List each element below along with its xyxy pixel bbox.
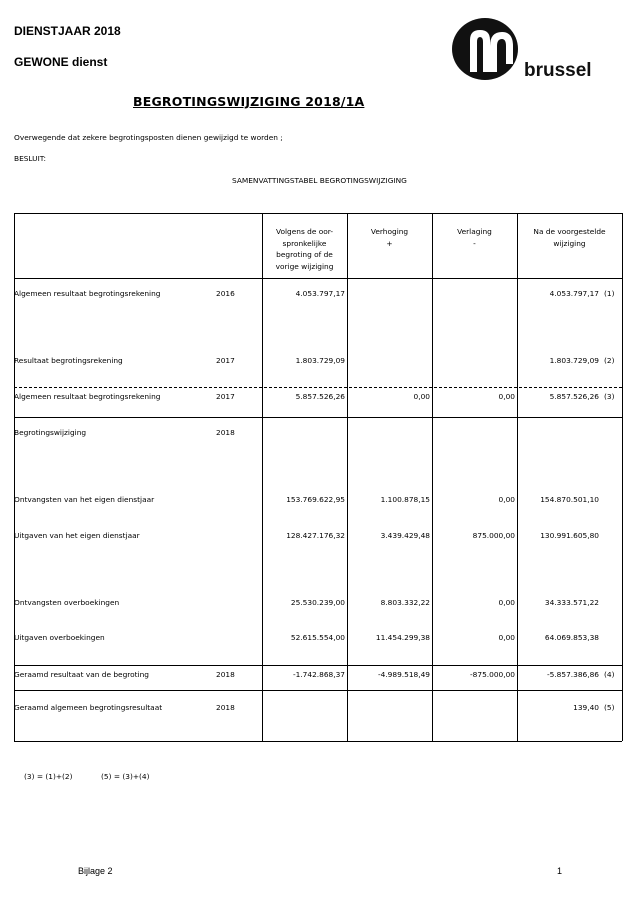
col-header-increase: Verhoging + [370, 227, 409, 248]
footer-annex: Bijlage 2 [78, 866, 113, 876]
page-number: 1 [557, 866, 563, 876]
fiscal-year: DIENSTJAAR 2018 [14, 24, 121, 38]
brussels-logo [450, 16, 600, 86]
col-header-original: Volgens de oor- spronkelijke begroting of de vorige wijziging [275, 227, 334, 271]
col-header-proposed: Na de voorgestelde wijziging [533, 227, 606, 248]
service-type: GEWONE dienst [14, 55, 108, 69]
intro-text: Overwegende dat zekere begrotingsposten dienen gewijzigd te worden ; [14, 133, 283, 142]
formula-3: (3) = (1)+(2) [24, 772, 73, 781]
page-title: BEGROTINGSWIJZIGING 2018/1A [133, 94, 365, 109]
table-title: SAMENVATTINGSTABEL BEGROTINGSWIJZIGING [232, 176, 407, 185]
formula-5: (5) = (3)+(4) [101, 772, 150, 781]
logo-text: brussel [524, 60, 592, 81]
decision-text: BESLUIT: [14, 154, 46, 163]
col-header-decrease: Verlaging - [457, 227, 492, 248]
